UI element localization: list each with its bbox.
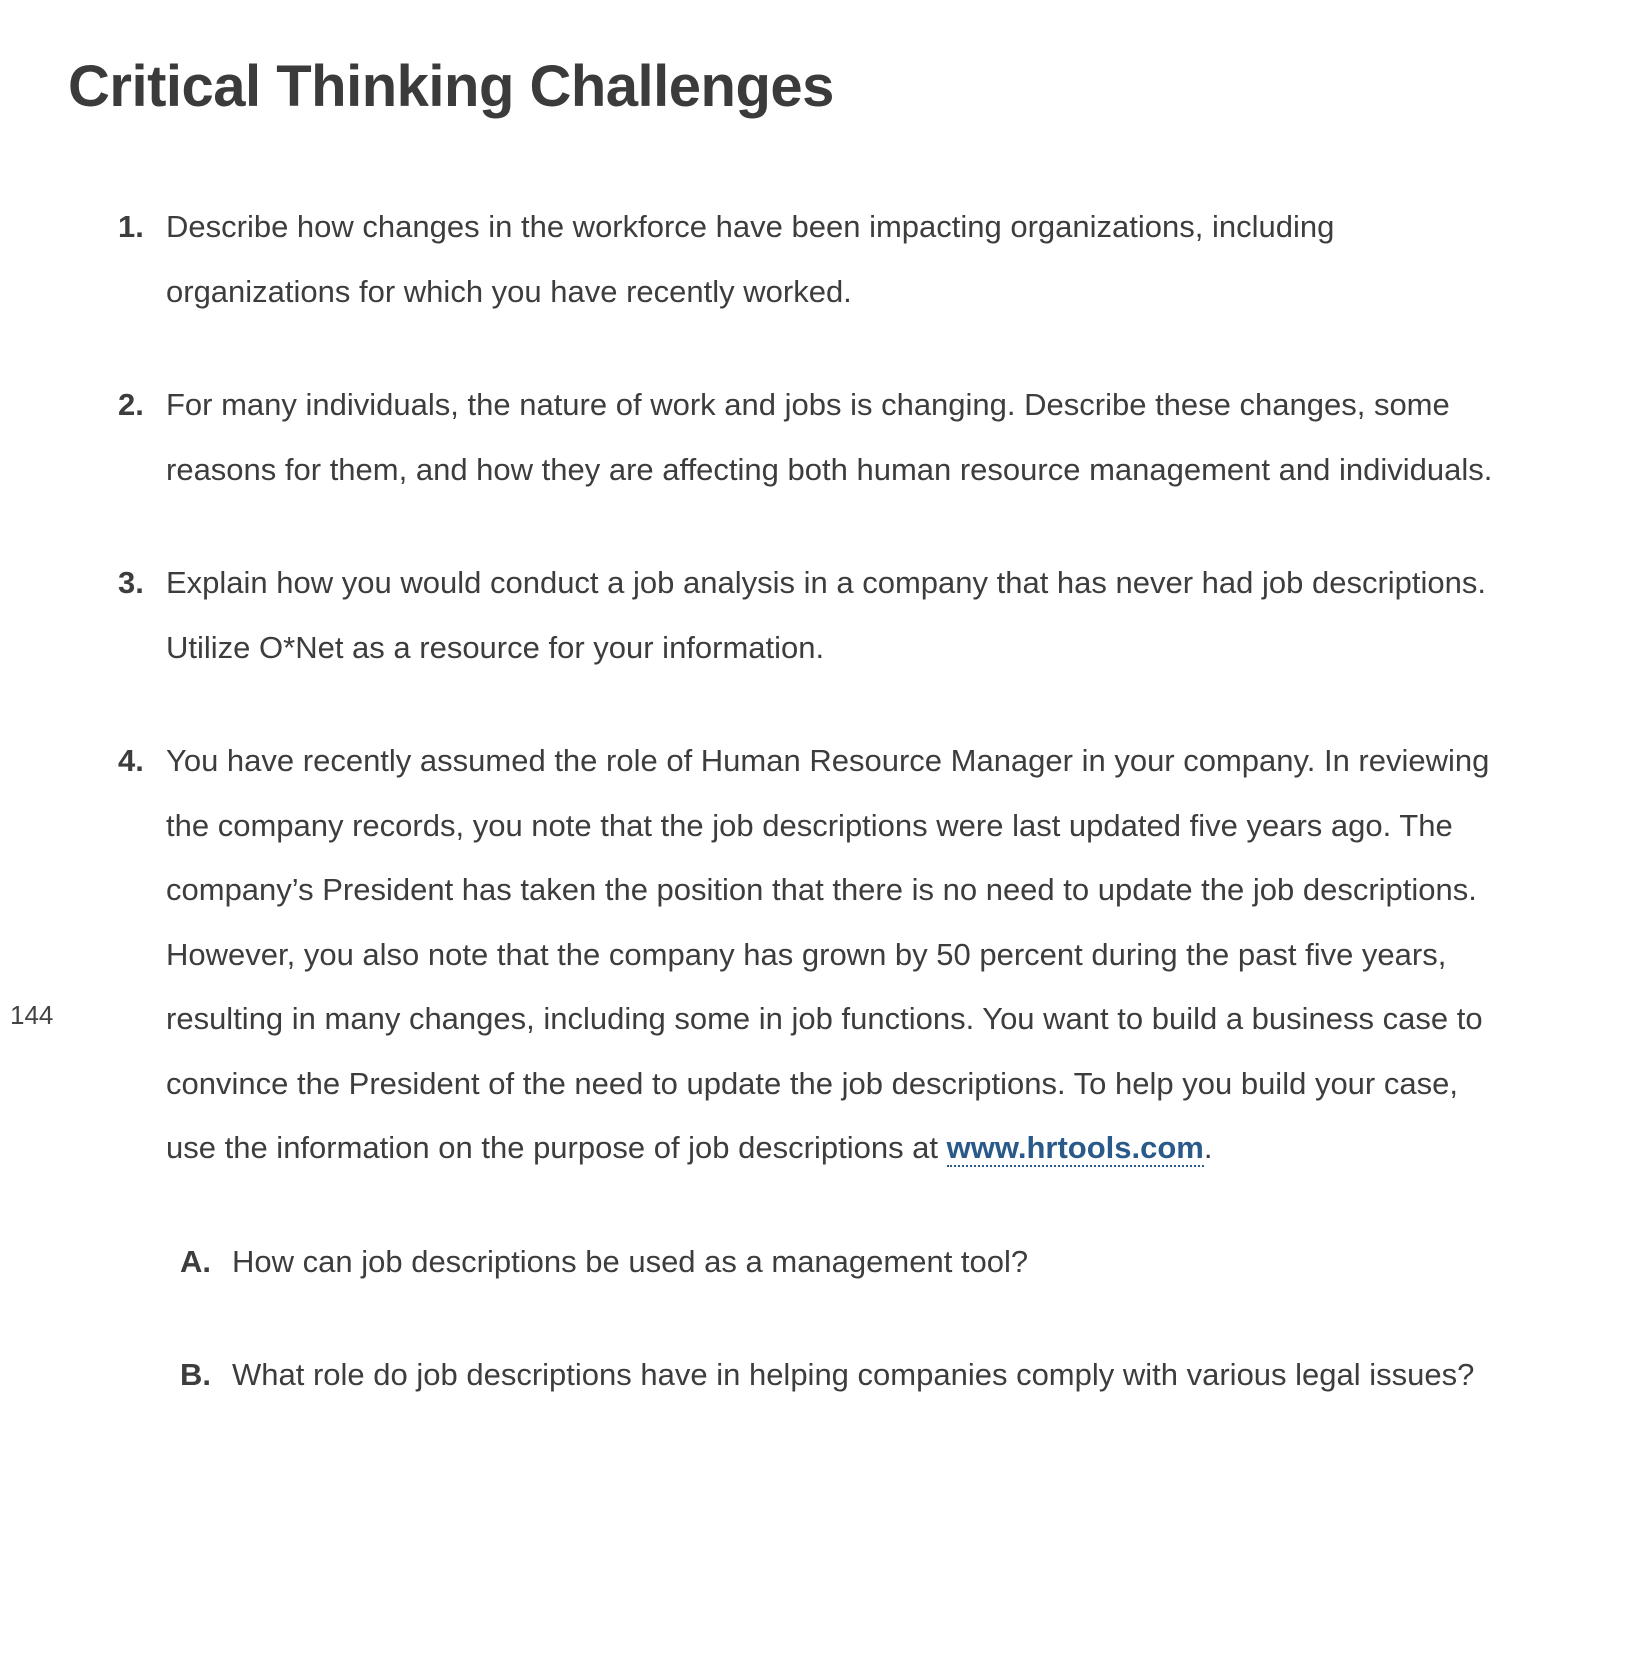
question-number: 2. [118, 387, 144, 422]
question-text: Describe how changes in the workforce have been impacting organizations, including organizations for which you have recently worked. [166, 209, 1335, 309]
sub-question-text: What role do job descriptions have in helping companies comply with various legal issues? [232, 1357, 1475, 1392]
question-item-3 [110, 551, 1510, 680]
page-title: Critical Thinking Challenges [68, 54, 834, 119]
question-item-4 [110, 729, 1510, 1408]
question-number: 3. [118, 565, 144, 600]
question-number: 4. [118, 743, 144, 778]
sub-question-b [110, 1343, 1510, 1408]
sub-question-label: A. [180, 1243, 211, 1279]
hrtools-link[interactable]: www.hrtools.com [946, 1130, 1204, 1165]
question-text: For many individuals, the nature of work and jobs is changing. Describe these changes, some reasons for them, and how they are affecting both human resource management and individuals. [166, 387, 1493, 487]
sub-question-list [110, 1230, 1510, 1408]
question-list [110, 195, 1510, 1457]
question-item-1 [110, 195, 1510, 324]
question-text-after-link: . [1203, 1130, 1213, 1165]
sub-question-text: How can job descriptions be used as a management tool? [232, 1243, 1029, 1279]
question-text [166, 729, 1510, 1181]
question-item-2 [110, 373, 1510, 502]
question-number: 1. [118, 209, 144, 244]
sub-question-label: B. [180, 1357, 211, 1392]
question-text-before-link: You have recently assumed the role of Human Resource Manager in your company. In reviewing the company records, you note that the job descriptions were last updated five years ago. The company’s President has taken the position that there is no need to update the job descriptions. However, you also note that the company has grown by 50 percent during the past five years, resulting in many changes, including some in job functions. You want to build a business case to convince the President of the need to update the job descriptions. To help you build your case, use the information on the purpose of job descriptions at [166, 743, 1490, 1165]
page-number: 144 [10, 1000, 54, 1030]
question-text: Explain how you would conduct a job analysis in a company that has never had job descriptions. Utilize O*Net as a resource for your information. [166, 565, 1487, 665]
sub-question-a [110, 1230, 1510, 1295]
